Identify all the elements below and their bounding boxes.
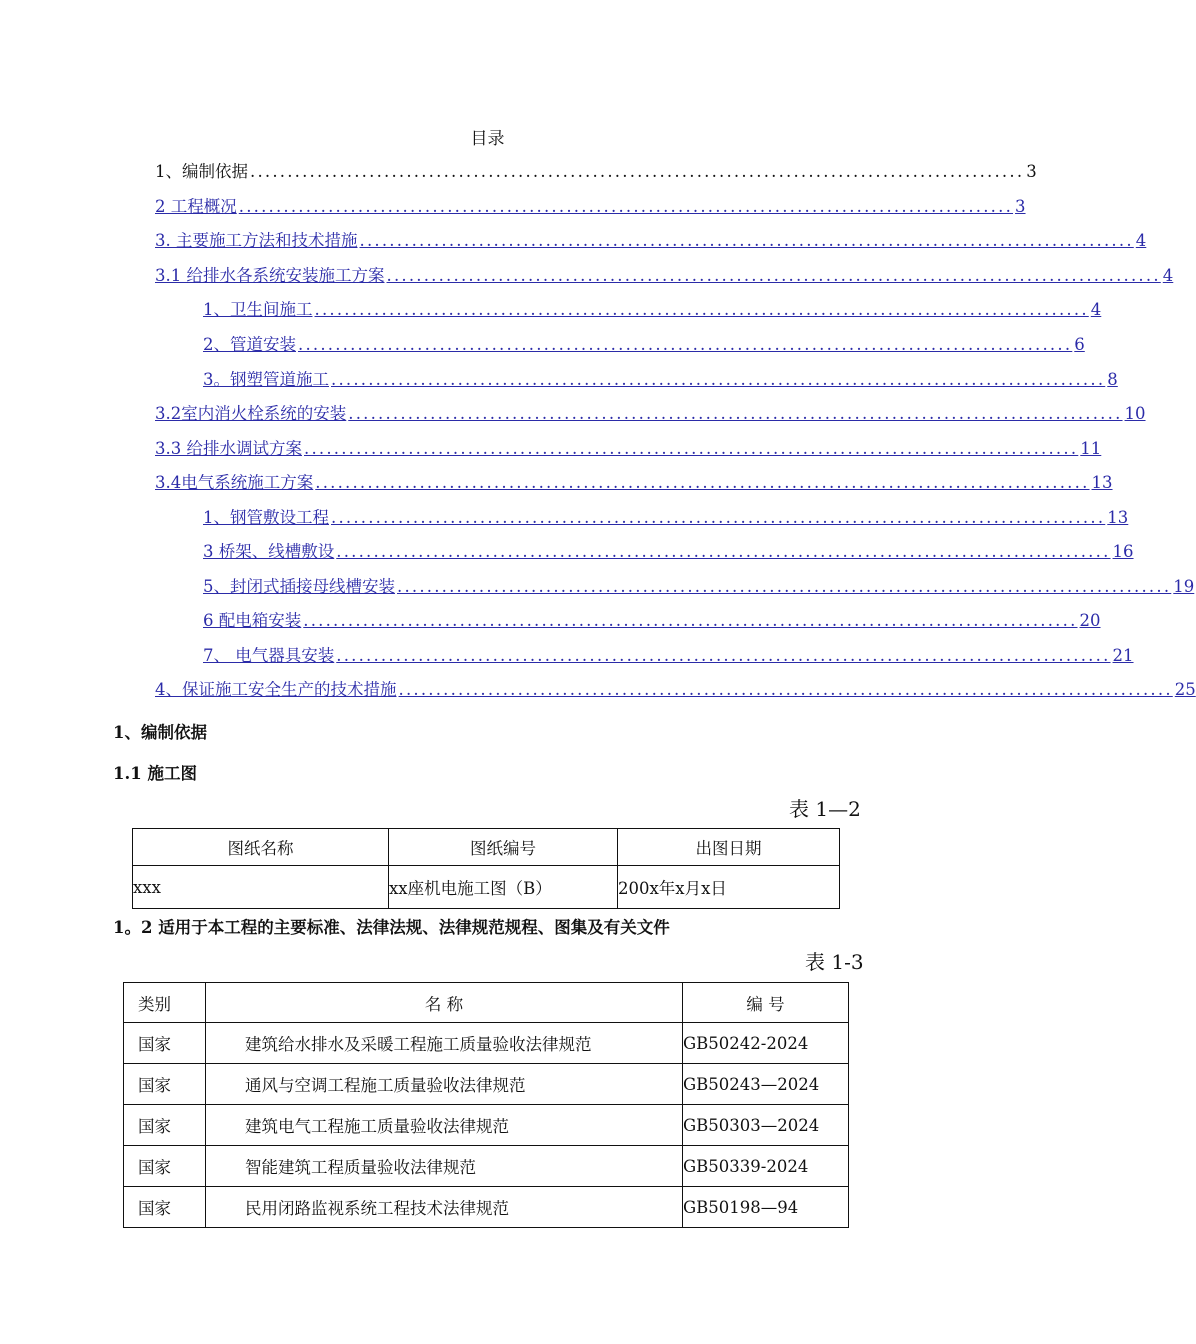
toc-entry-label: 3. 主要施工方法和技术措施 <box>155 231 358 250</box>
table-row <box>124 1105 849 1146</box>
toc-entry[interactable] <box>203 573 1195 597</box>
table-caption: 表 1—2 <box>789 797 861 821</box>
drawings-table <box>132 828 840 909</box>
toc-entry[interactable] <box>203 607 1101 631</box>
table-header-row <box>124 983 849 1023</box>
table-cell: 通风与空调工程施工质量验收法律规范 <box>206 1064 683 1105</box>
toc-leader-dots: ........................................................................................................ <box>386 266 1161 285</box>
table-header-row <box>133 829 840 866</box>
toc-entry-label: 6 配电箱安装 <box>203 611 302 630</box>
toc-entry[interactable] <box>155 193 1026 217</box>
toc-title: 目录 <box>470 129 505 149</box>
table-cell: 智能建筑工程质量验收法律规范 <box>206 1146 683 1187</box>
toc-entry-page: 13 <box>1107 508 1129 527</box>
section-heading: 1、编制依据 <box>113 723 207 742</box>
toc-entry-label: 7、 电气器具安装 <box>203 646 335 665</box>
toc-entry-label: 2、管道安装 <box>203 335 296 354</box>
table-cell: 国家 <box>124 1105 206 1146</box>
toc-leader-dots: ........................................................................................................ <box>397 577 1172 596</box>
toc-leader-dots: ........................................................................................................ <box>331 508 1106 527</box>
toc-leader-dots: ........................................................................................................ <box>359 231 1134 250</box>
table-header-cell: 图纸编号 <box>389 829 618 866</box>
toc-leader-dots: ........................................................................................................ <box>298 335 1073 354</box>
toc-entry[interactable] <box>203 538 1134 562</box>
toc-leader-dots: ........................................................................................................ <box>348 404 1123 423</box>
table-cell: 建筑电气工程施工质量验收法律规范 <box>206 1105 683 1146</box>
toc-entry-page: 6 <box>1074 335 1085 354</box>
subsection-heading: 1。2 适用于本工程的主要标准、法律法规、法律规范规程、图集及有关文件 <box>113 918 670 937</box>
toc-entry-label: 1、钢管敷设工程 <box>203 508 329 527</box>
toc-entry-page: 10 <box>1124 404 1146 423</box>
toc-entry-page: 4 <box>1090 300 1102 319</box>
table-cell: xx座机电施工图（B） <box>389 866 618 909</box>
toc-leader-dots: ........................................................................................................ <box>304 439 1079 458</box>
toc-entry-label: 3.1 给排水各系统安装施工方案 <box>155 266 385 285</box>
toc-entry-page: 8 <box>1107 370 1118 389</box>
toc-entry-page: 3 <box>1015 197 1026 216</box>
table-header-cell: 出图日期 <box>618 829 840 866</box>
toc-leader-dots: ........................................................................................................ <box>303 611 1078 630</box>
table-cell: 200x年x月x日 <box>618 866 840 909</box>
toc-entry[interactable] <box>203 366 1118 390</box>
toc-entry[interactable] <box>203 331 1085 355</box>
toc-entry-label: 3.2室内消火栓系统的安装 <box>155 404 347 423</box>
toc-leader-dots: ........................................................................................................ <box>315 473 1090 492</box>
table-header-cell: 名 称 <box>206 983 683 1023</box>
toc-entry-page: 25 <box>1174 680 1196 699</box>
toc-leader-dots: ........................................................................................................ <box>314 300 1089 319</box>
toc-entry-page: 4 <box>1135 231 1147 250</box>
toc-entry-label: 2 工程概况 <box>155 197 237 216</box>
toc-entry-label: 1、编制依据 <box>155 162 248 181</box>
table-row <box>124 1146 849 1187</box>
toc-entry[interactable] <box>155 676 1196 700</box>
toc-entry-label: 4、保证施工安全生产的技术措施 <box>155 680 397 699</box>
table-row <box>124 1064 849 1105</box>
table-header-cell: 类别 <box>124 983 206 1023</box>
toc-leader-dots: ........................................................................................................ <box>331 370 1106 389</box>
toc-entry[interactable] <box>155 435 1102 459</box>
table-header-cell: 编 号 <box>683 983 849 1023</box>
toc-entry[interactable] <box>203 296 1102 320</box>
table-header-cell: 图纸名称 <box>133 829 389 866</box>
toc-entry[interactable] <box>155 469 1113 493</box>
toc-entry-label: 3.4电气系统施工方案 <box>155 473 314 492</box>
table-cell: GB50339-2024 <box>683 1146 849 1187</box>
toc-entry-page: 21 <box>1112 646 1134 665</box>
toc-leader-dots: ........................................................................................................ <box>398 680 1173 699</box>
toc-entry-label: 3。钢塑管道施工 <box>203 370 329 389</box>
toc-entry-page: 16 <box>1112 542 1134 561</box>
toc-entry[interactable] <box>203 642 1134 666</box>
subsection-heading: 1.1 施工图 <box>113 764 197 783</box>
table-row <box>124 1023 849 1064</box>
table-cell: 建筑给水排水及采暖工程施工质量验收法律规范 <box>206 1023 683 1064</box>
table-row <box>133 866 840 909</box>
toc-entry[interactable] <box>155 158 1037 182</box>
table-cell: GB50303—2024 <box>683 1105 849 1146</box>
toc-entry-page: 20 <box>1079 611 1101 630</box>
table-cell: 民用闭路监视系统工程技术法律规范 <box>206 1187 683 1228</box>
toc-entry-label: 3 桥架、线槽敷设 <box>203 542 335 561</box>
table-cell: GB50198—94 <box>683 1187 849 1228</box>
toc-entry[interactable] <box>155 400 1146 424</box>
toc-leader-dots: ........................................................................................................ <box>336 542 1111 561</box>
toc-entry-page: 3 <box>1026 162 1037 181</box>
table-cell: 国家 <box>124 1146 206 1187</box>
toc-leader-dots: ........................................................................................................ <box>250 162 1025 181</box>
table-row <box>124 1187 849 1228</box>
toc-entry-page: 19 <box>1173 577 1195 596</box>
table-cell: GB50243—2024 <box>683 1064 849 1105</box>
table-cell: 国家 <box>124 1064 206 1105</box>
toc-entry[interactable] <box>203 504 1129 528</box>
toc-entry-page: 11 <box>1080 439 1102 458</box>
toc-leader-dots: ........................................................................................................ <box>238 197 1014 216</box>
standards-table <box>123 982 849 1228</box>
toc-entry-label: 3.3 给排水调试方案 <box>155 439 302 458</box>
table-cell: GB50242-2024 <box>683 1023 849 1064</box>
table-caption: 表 1-3 <box>805 950 864 974</box>
toc-entry[interactable] <box>155 227 1147 251</box>
table-cell: xxx <box>133 866 389 909</box>
table-cell: 国家 <box>124 1187 206 1228</box>
table-cell: 国家 <box>124 1023 206 1064</box>
toc-entry-label: 5、封闭式插接母线槽安装 <box>203 577 395 596</box>
toc-entry-page: 13 <box>1091 473 1113 492</box>
toc-leader-dots: ........................................................................................................ <box>336 646 1111 665</box>
toc-entry-label: 1、卫生间施工 <box>203 300 313 319</box>
toc-entry-page: 4 <box>1162 266 1174 285</box>
toc-entry[interactable] <box>155 262 1174 286</box>
